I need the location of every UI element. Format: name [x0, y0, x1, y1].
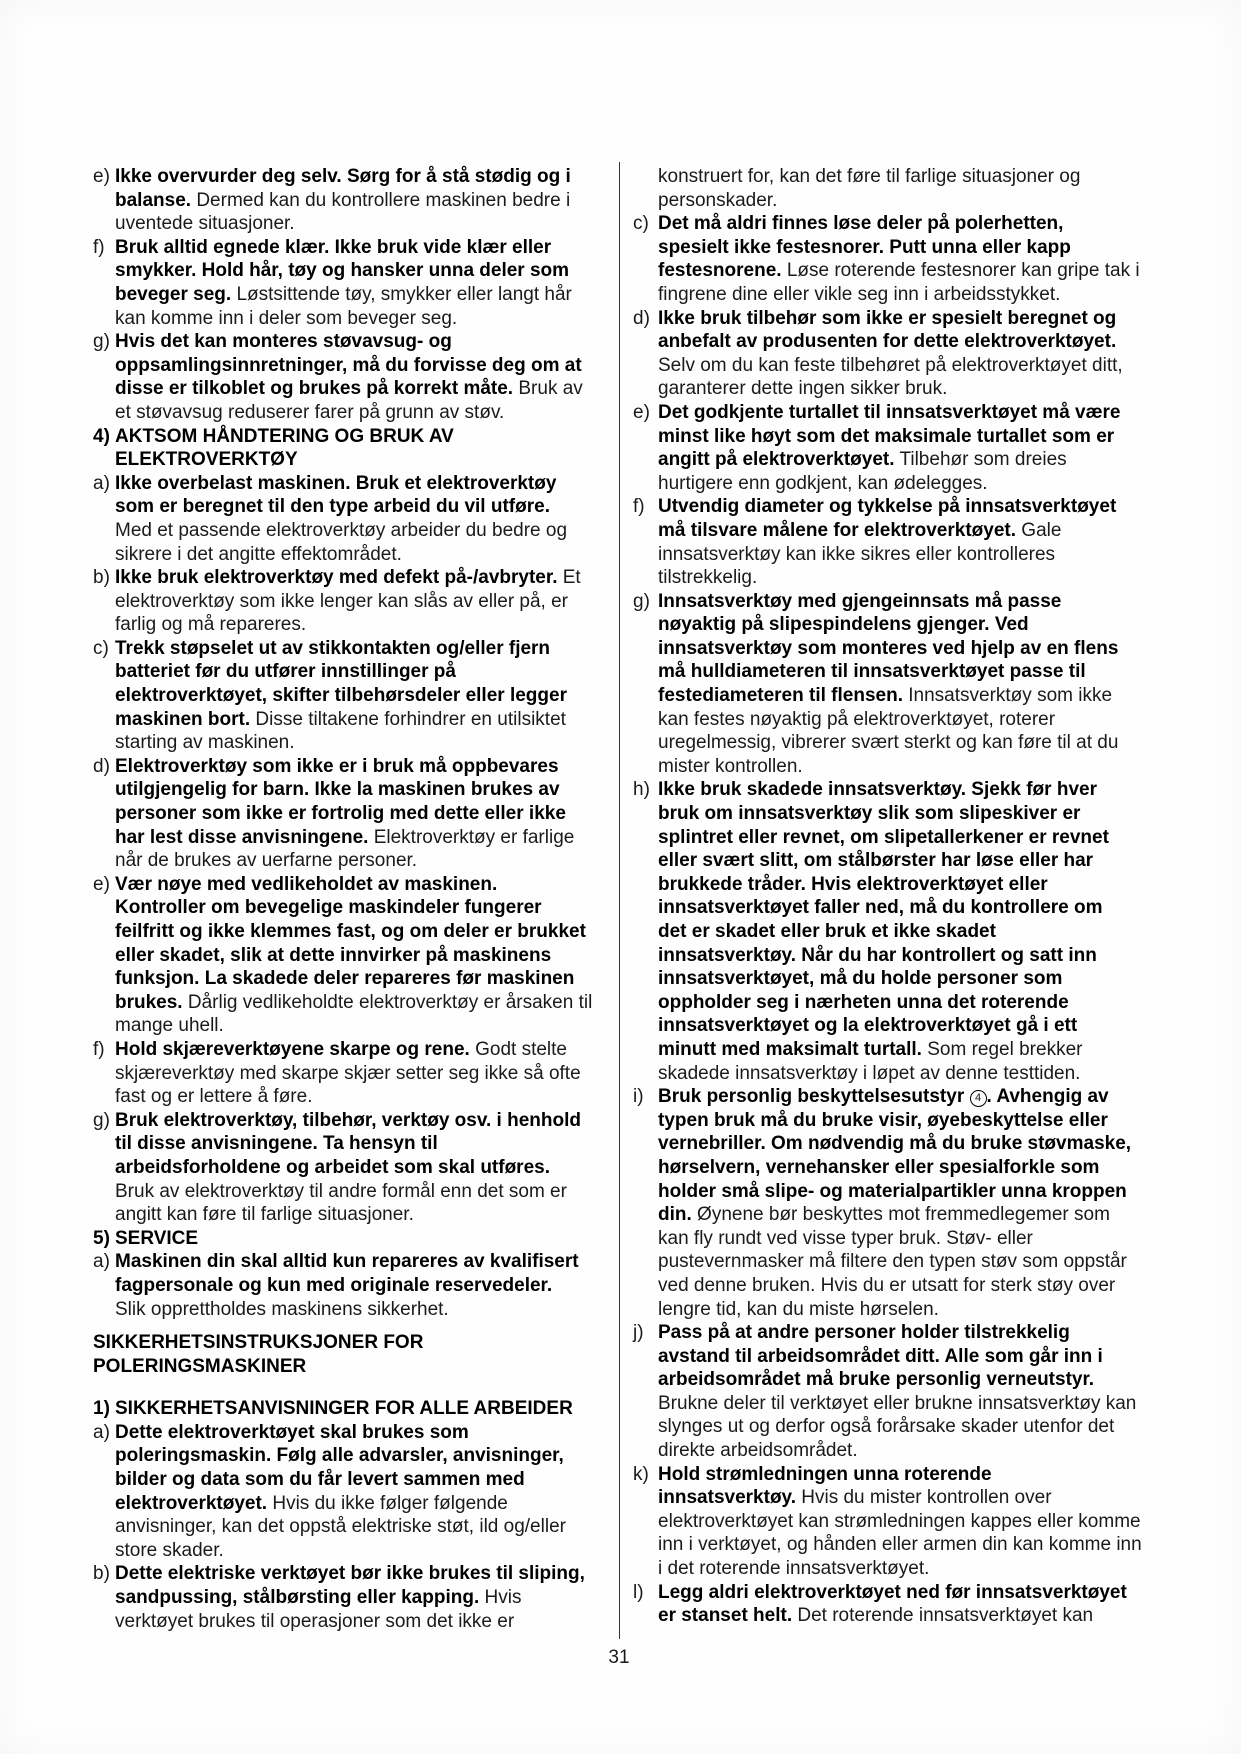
- item-label: d): [93, 755, 110, 777]
- bold-text: Innsatsverktøy med gjengeinnsats må passe nøyaktig på slipespindelens gjenger. Ved innsatsverktøy som monteres ved hjelp av en flens må hulldiameteren til innsatsverktøyet passe til festediameteren til flensen.: [658, 590, 1119, 707]
- section-heading-handling: [93, 425, 599, 472]
- left-column: [93, 165, 599, 1633]
- list-item: [93, 330, 599, 424]
- heading-text: [93, 1331, 423, 1378]
- item-text: [115, 236, 572, 330]
- heading-text: [115, 1227, 198, 1251]
- page-number: 31: [608, 1647, 630, 1668]
- item-text: [115, 755, 574, 873]
- body-text: Tilbehør som dreies hurtigere enn godkjent, kan ødelegges.: [658, 449, 1067, 494]
- item-text: [115, 566, 581, 637]
- body-text: Bruk av elektroverktøy til andre formål enn det som er angitt kan føre til farlige situasjoner.: [115, 1180, 567, 1226]
- bold-text: Det må aldri finnes løse deler på polerhetten, spesielt ikke festesnorer. Putt unna eller kapp festesnorene.: [658, 213, 1071, 282]
- bold-text: Hold strømledningen unna roterende innsatsverktøy.: [658, 1463, 992, 1509]
- item-label: f): [93, 236, 105, 258]
- bold-text: SERVICE: [115, 1227, 199, 1249]
- item-label: g): [93, 331, 110, 353]
- body-text: Brukne deler til verktøyet eller brukne innsatsverktøy kan slynges ut og derfor også forårsake skader utenfor det direkte arbeidsområdet.: [658, 1392, 1137, 1462]
- bold-text: Dette elektriske verktøyet bør ikke brukes til sliping, sandpussing, stålbørsting eller kapping.: [115, 1563, 585, 1609]
- list-item: [93, 1421, 599, 1563]
- item-label: f): [93, 1038, 105, 1060]
- item-label: g): [93, 1109, 110, 1131]
- item-label: l): [633, 1581, 644, 1603]
- list-item: [93, 1250, 599, 1321]
- item-label: b): [93, 1563, 110, 1585]
- item-label: e): [93, 166, 110, 187]
- column-divider: [619, 162, 620, 1639]
- body-text: Dermed kan du kontrollere maskinen bedre i uventede situasjoner.: [115, 189, 571, 235]
- body-text: Et elektroverktøy som ikke lenger kan slås av eller på, er farlig og må repareres.: [115, 567, 581, 636]
- list-item: [633, 590, 1147, 779]
- list-item: [93, 566, 599, 637]
- bold-text: Utvendig diameter og tykkelse på innsatsverktøyet må tilsvare målene for elektroverktøyet.: [658, 496, 1117, 541]
- item-text: [658, 590, 1118, 779]
- bold-text: Hold skjæreverktøyene skarpe og rene.: [115, 1038, 470, 1060]
- item-label: d): [633, 307, 650, 329]
- list-item: [93, 755, 599, 873]
- list-item: [93, 873, 599, 1038]
- list-item: [633, 1321, 1147, 1463]
- item-label: c): [633, 213, 649, 235]
- item-text: [115, 330, 583, 424]
- bold-text: AKTSOM HÅNDTERING OG BRUK AV ELEKTROVERKTØY: [115, 425, 454, 471]
- list-item: [93, 472, 599, 566]
- bold-text: SIKKERHETSINSTRUKSJONER FOR POLERINGSMASKINER: [93, 1332, 424, 1377]
- item-text: [115, 1562, 585, 1633]
- body-text: Gale innsatsverktøy kan ikke sikres eller kontrolleres tilstrekkelig.: [658, 519, 1062, 589]
- item-label: e): [633, 401, 650, 423]
- bold-text: Pass på at andre personer holder tilstrekkelig avstand til arbeidsområdet ditt. Alle som går inn i arbeidsområdet må bruke personlig verneutstyr.: [658, 1322, 1103, 1391]
- item-label: k): [633, 1463, 649, 1485]
- item-label: h): [633, 779, 650, 801]
- item-text: [115, 1109, 581, 1227]
- bold-text: Ikke overbelast maskinen. Bruk et elektroverktøy som er beregnet til den type arbeid du vil utføre.: [115, 472, 557, 518]
- bold-text: Det godkjente turtallet til innsatsverktøyet må være minst like høyt som det maksimale turtallet som er angitt på elektroverktøyet.: [658, 401, 1121, 471]
- list-item: [93, 236, 599, 330]
- item-label: j): [633, 1322, 644, 1344]
- item-text: [115, 472, 567, 566]
- body-text: Det roterende innsatsverktøyet kan: [792, 1605, 1094, 1627]
- body-text: Øynene bør beskyttes mot fremmedlegemer som kan fly rundt ved visse typer bruk. Støv- eller pustevernmasker må filtere den typen støv som oppstår ved denne bruken. Hvis du er utsatt for sterk støy over lengre tid, kan du miste hørselen.: [658, 1204, 1127, 1320]
- body-text: Løstsittende tøy, smykker eller langt hår kan komme inn i deler som beveger seg.: [115, 283, 572, 329]
- item-label: c): [93, 637, 109, 659]
- bold-text: Ikke bruk skadede innsatsverktøy. Sjekk før hver bruk om innsatsverktøy slik som slipeskiver er splintret eller revnet, om slipetallerkener er revnet eller svært slitt, om stålbørster har løse eller har brukkede tråder. Hvis elektroverktøyet eller innsatsverktøyet faller ned, må du kontrollere om det er skadet eller bruk et ikke skadet innsatsverktøy. Når du har kontrollert og satt inn innsatsverktøyet, må du holde personer som oppholder seg i nærheten unna det roterende innsatsverktøyet og la elektroverktøyet gå i ett minutt med maksimalt turtall.: [658, 779, 1109, 1060]
- list-item: [93, 165, 599, 236]
- body-text: Disse tiltakene forhindrer en utilsiktet starting av maskinen.: [115, 708, 566, 754]
- body-text: Innsatsverktøy som ikke kan festes nøyaktig på elektroverktøyet, roterer uregelmessig, vibrerer svært sterkt og kan føre til at du mister kontrollen.: [658, 685, 1119, 777]
- item-text: [658, 165, 1080, 212]
- list-item: [633, 401, 1147, 495]
- item-text: [658, 1321, 1136, 1463]
- heading-text: [115, 425, 454, 472]
- item-text: [658, 778, 1109, 1085]
- list-item: [93, 637, 599, 755]
- body-text: Slik opprettholdes maskinens sikkerhet.: [115, 1298, 449, 1320]
- item-label: g): [633, 590, 650, 612]
- bold-text: Trekk støpselet ut av stikkontakten og/eller fjern batteriet før du utfører innstillinger på elektroverktøyet, skifter tilbehørsdeler eller legger maskinen bort.: [115, 637, 567, 730]
- section-heading-service: [93, 1227, 599, 1251]
- list-item: [633, 307, 1147, 401]
- bold-text: Dette elektroverktøyet skal brukes som poleringsmaskin. Følg alle advarsler, anvisninger, bilder og data som du får levert sammen med elektroverktøyet.: [115, 1421, 564, 1514]
- item-label: a): [93, 472, 110, 494]
- body-text: Hvis du mister kontrollen over elektroverktøyet kan strømledningen kappes eller komme inn i verktøyet, og hånden eller armen din kan komme inn i det roterende innsatsverktøyet.: [658, 1487, 1142, 1580]
- item-label: b): [93, 567, 110, 589]
- list-item: [633, 1581, 1147, 1628]
- right-column: [633, 165, 1147, 1628]
- item-text: [658, 307, 1123, 401]
- bold-text: Maskinen din skal alltid kun repareres av kvalifisert fagpersonale og kun med originale reservedeler.: [115, 1251, 579, 1296]
- item-text: [658, 401, 1120, 495]
- item-text: [115, 1250, 579, 1321]
- bold-text: Ikke bruk tilbehør som ikke er spesielt beregnet og anbefalt av produsenten for dette elektroverktøyet.: [658, 307, 1117, 353]
- item-text: [115, 165, 571, 236]
- section-heading-polishing: [93, 1331, 599, 1378]
- bold-text: Ikke overvurder deg selv. Sørg for å stå stødig og i balanse.: [115, 166, 571, 211]
- bold-text: Bruk alltid egnede klær. Ikke bruk vide klær eller smykker. Hold hår, tøy og hansker unna deler som beveger seg.: [115, 236, 570, 305]
- body-text: Hvis verktøyet brukes til operasjoner som det ikke er: [115, 1587, 522, 1632]
- item-text: [115, 637, 567, 755]
- body-text: Godt stelte skjæreverktøy med skarpe skjær setter seg ikke så ofte fast og er lettere å føre.: [115, 1038, 581, 1108]
- item-label: f): [633, 496, 645, 518]
- circled-number-4: 4: [970, 1090, 987, 1107]
- body-text: Med et passende elektroverktøy arbeider du bedre og sikrere i det angitte effektområdet.: [115, 519, 568, 565]
- item-label: a): [93, 1251, 110, 1273]
- item-text: [658, 1463, 1142, 1581]
- body-text: Dårlig vedlikeholdte elektroverktøy er årsaken til mange uhell.: [115, 991, 593, 1037]
- body-text: konstruert for, kan det føre til farlige situasjoner og personskader.: [658, 166, 1081, 211]
- list-item: [633, 212, 1147, 306]
- list-item: [633, 495, 1147, 589]
- list-item: [93, 1038, 599, 1109]
- bold-text: . Avhengig av typen bruk må du bruke visir, øyebeskyttelse eller vernebriller. Om nødvendig må du bruke støvmaske, hørselvern, vernehansker eller spesialforkle som holder små slipe- og materialpartikler unna kroppen din.: [658, 1086, 1132, 1226]
- heading-number: 4): [93, 425, 110, 447]
- body-text: Elektroverktøy er farlige når de brukes av uerfarne personer.: [115, 826, 575, 872]
- list-item: [93, 1562, 599, 1633]
- section-heading-all-work: [93, 1397, 599, 1421]
- item-text: [115, 1038, 581, 1109]
- body-text: Bruk av et støvavsug reduserer farer på grunn av støv.: [115, 378, 583, 423]
- bold-text: Elektroverktøy som ikke er i bruk må oppbevares utilgjengelig for barn. Ikke la maskinen brukes av personer som ikke er fortrolig med dette eller ikke har lest disse anvisningene.: [115, 755, 566, 848]
- item-text: [658, 495, 1116, 589]
- item-label: e): [93, 873, 110, 895]
- bold-text: SIKKERHETSANVISNINGER FOR ALLE ARBEIDER: [115, 1398, 573, 1420]
- heading-number: 5): [93, 1227, 110, 1249]
- list-item: [633, 1463, 1147, 1581]
- item-text: [115, 873, 592, 1038]
- body-text: Hvis du ikke følger følgende anvisninger, kan det oppstå elektriske støt, ild og/eller store skader.: [115, 1492, 566, 1561]
- list-item: [633, 778, 1147, 1085]
- heading-text: [115, 1397, 573, 1421]
- bold-text: Ikke bruk elektroverktøy med defekt på-/avbryter.: [115, 567, 558, 589]
- heading-number: 1): [93, 1398, 110, 1420]
- body-text: Som regel brekker skadede innsatsverktøy i løpet av denne testtiden.: [658, 1038, 1083, 1084]
- body-text: Selv om du kan feste tilbehøret på elektroverktøyet ditt, garanterer dette ingen sikker bruk.: [658, 354, 1123, 400]
- continued-text: [633, 165, 1147, 212]
- item-text: [658, 212, 1140, 306]
- bold-text: Vær nøye med vedlikeholdet av maskinen. Kontroller om bevegelige maskindeler fungerer feilfritt og ikke klemmes fast, og om deler er brukket eller skadet, slik at dette innvirker på maskinens funksjon. La skadede deler repareres før maskinen brukes.: [115, 873, 586, 1013]
- item-text: [115, 1421, 566, 1563]
- bold-text: Bruk personlig beskyttelsesutstyr: [658, 1086, 970, 1108]
- bold-text: Hvis det kan monteres støvavsug- og oppsamlingsinnretninger, må du forvisse deg om at disse er tilkoblet og brukes på korrekt måte.: [115, 331, 582, 400]
- item-label: i): [633, 1086, 644, 1108]
- bold-text: Bruk elektroverktøy, tilbehør, verktøy osv. i henhold til disse anvisningene. Ta hensyn til arbeidsforholdene og arbeidet som skal utføres.: [115, 1109, 581, 1178]
- item-label: a): [93, 1421, 110, 1443]
- item-text: [658, 1581, 1127, 1628]
- body-text: Løse roterende festesnorer kan gripe tak i fingrene dine eller vikle seg inn i arbeidsstykket.: [658, 260, 1140, 305]
- item-text: [658, 1085, 1131, 1321]
- list-item: [633, 1085, 1147, 1321]
- bold-text: Legg aldri elektroverktøyet ned før innsatsverktøyet er stanset helt.: [658, 1581, 1127, 1627]
- list-item: [93, 1109, 599, 1227]
